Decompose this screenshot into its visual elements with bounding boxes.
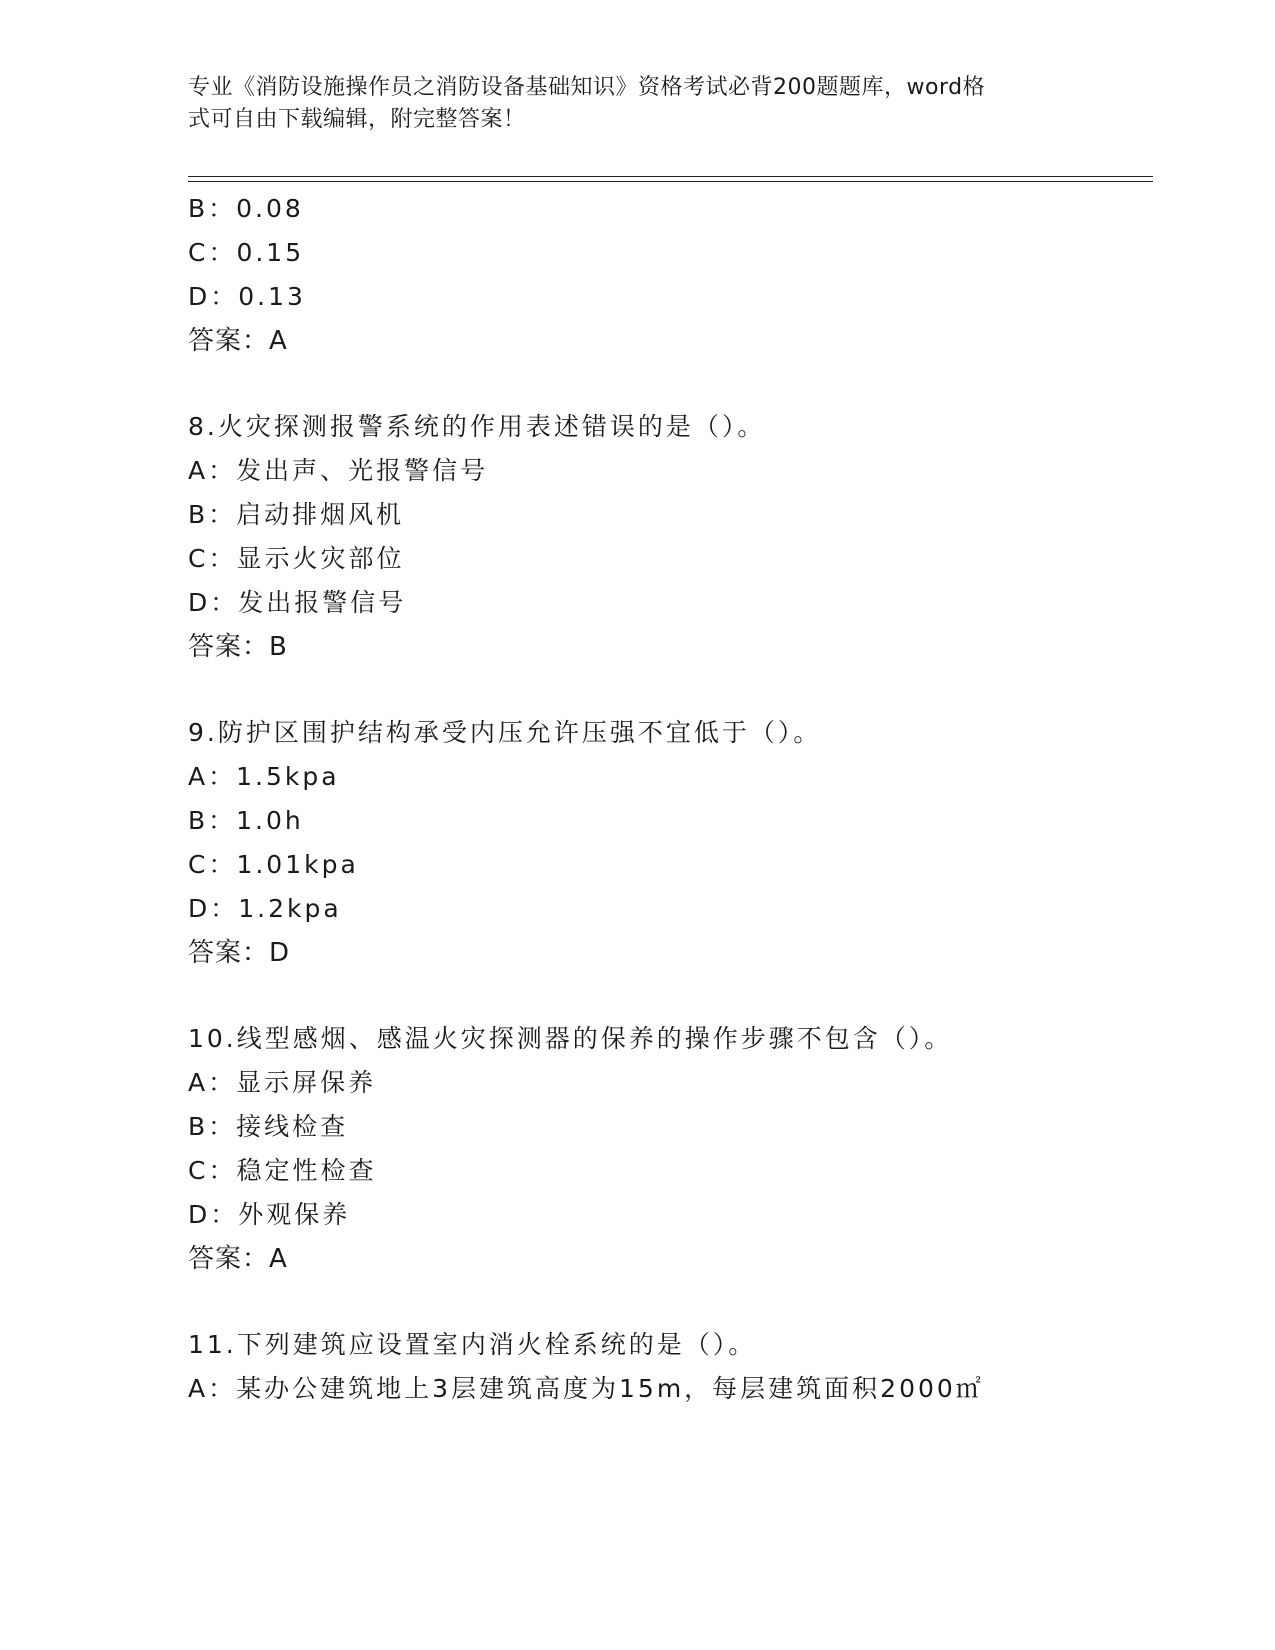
answer-line: 答案：B [188, 632, 288, 662]
answer-line: 答案：D [188, 938, 291, 968]
option-b: B：接线检查 [188, 1112, 349, 1141]
option-d: D：1.2kpa [188, 894, 342, 923]
option-d: D：0.13 [188, 282, 306, 311]
header-line-1: 专业《消防设施操作员之消防设备基础知识》资格考试必背200题题库，word格 [188, 75, 986, 100]
header-divider-bottom [188, 181, 1153, 182]
option-c: C：显示火灾部位 [188, 544, 405, 573]
option-b: B：1.0h [188, 806, 304, 835]
option-d: D：发出报警信号 [188, 588, 407, 617]
option-a: A：显示屏保养 [188, 1068, 377, 1097]
question-stem: 10.线型感烟、感温火灾探测器的保养的操作步骤不包含（）。 [188, 1024, 953, 1053]
answer-line: 答案：A [188, 1244, 288, 1274]
header-divider-top [188, 176, 1153, 177]
question-stem: 8.火灾探测报警系统的作用表述错误的是（）。 [188, 412, 766, 441]
option-d: D：外观保养 [188, 1200, 351, 1229]
option-a: A：发出声、光报警信号 [188, 456, 489, 485]
question-stem: 11.下列建筑应设置室内消火栓系统的是（）。 [188, 1330, 757, 1359]
option-c: C：1.01kpa [188, 850, 359, 879]
option-c: C：0.15 [188, 238, 305, 267]
option-a: A：1.5kpa [188, 762, 340, 791]
question-stem: 9.防护区围护结构承受内压允许压强不宜低于（）。 [188, 718, 822, 747]
answer-line: 答案：A [188, 326, 288, 356]
option-c: C：稳定性检查 [188, 1156, 377, 1185]
option-b: B：0.08 [188, 194, 304, 223]
option-b: B：启动排烟风机 [188, 500, 405, 529]
option-a: A：某办公建筑地上3层建筑高度为15m，每层建筑面积2000㎡ [188, 1374, 984, 1403]
document-header [188, 72, 1068, 136]
header-line-2: 式可自由下载编辑，附完整答案！ [188, 107, 526, 132]
